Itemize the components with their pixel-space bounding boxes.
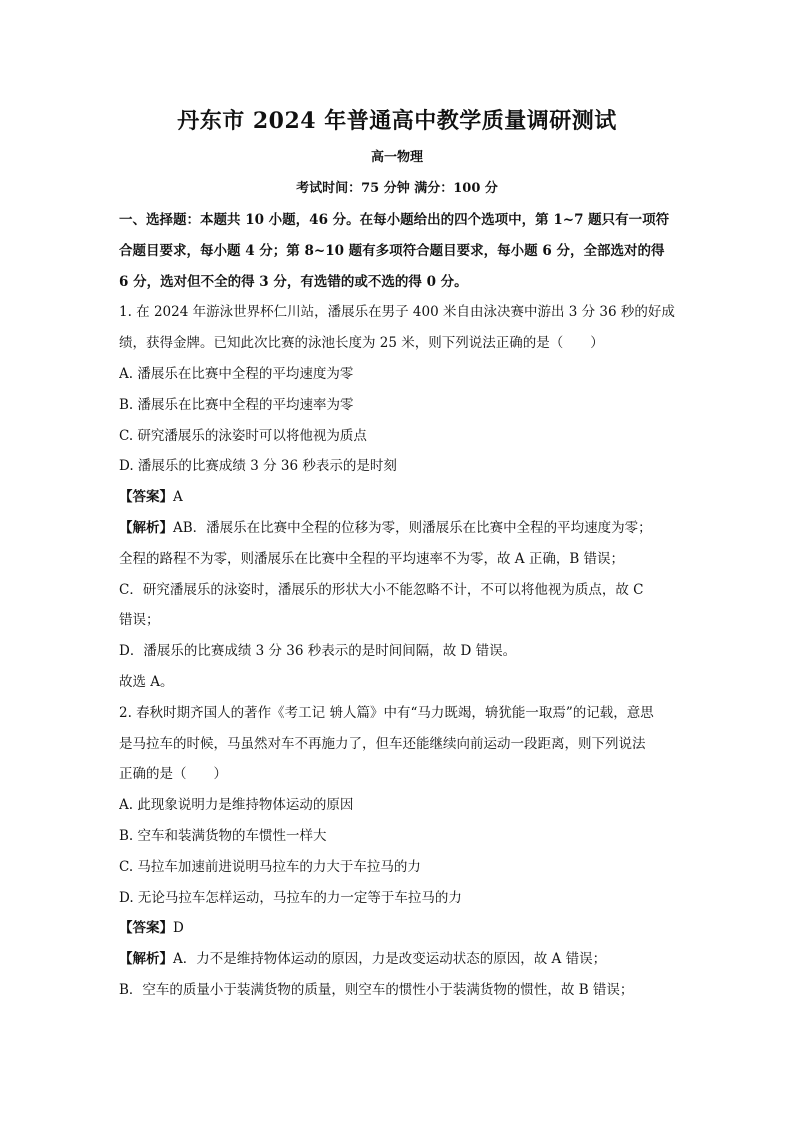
analysis-line: B．空车的质量小于装满货物的质量，则空车的惯性小于装满货物的惯性，故 B 错误； <box>119 981 634 998</box>
analysis-tag: 【解析】 <box>119 951 173 968</box>
answer-value: A <box>173 489 183 506</box>
conclusion-line: 故选 A。 <box>119 673 174 690</box>
option-b: B. 潘展乐在比赛中全程的平均速率为零 <box>119 396 354 413</box>
answer-line <box>119 482 679 513</box>
question-stem-line: 是马拉车的时候，马虽然对车不再施力了，但车还能继续向前运动一段距离，则下列说法 <box>119 735 646 752</box>
analysis-tag: 【解析】 <box>119 519 173 536</box>
instruction-line: 一、选择题：本题共 10 小题，46 分。在每小题给出的四个选项中，第 1~7 题只有一项符 <box>119 212 670 228</box>
question-2 <box>119 698 679 1006</box>
analysis-line: C．研究潘展乐的泳姿时，潘展乐的形状大小不能忽略不计，不可以将他视为质点，故 C <box>119 581 644 598</box>
answer-tag: 【答案】 <box>119 489 173 506</box>
document-title: 丹东市 2024 年普通高中教学质量调研测试 <box>177 108 617 134</box>
section-instructions <box>119 205 679 297</box>
option-d: D. 潘展乐的比赛成绩 3 分 36 秒表示的是时刻 <box>119 458 397 475</box>
option-c: C. 研究潘展乐的泳姿时可以将他视为质点 <box>119 427 367 444</box>
analysis-line <box>119 944 679 975</box>
question-stem-line: 1. 在 2024 年游泳世界杯仁川站，潘展乐在男子 400 米自由泳决赛中游出 3 分 36 秒的好成 <box>119 304 675 321</box>
answer-tag: 【答案】 <box>119 920 173 937</box>
question-stem-line: 绩，获得金牌。已知此次比赛的泳池长度为 25 米，则下列说法正确的是（ ） <box>119 335 604 352</box>
question-stem-line: 正确的是（ ） <box>119 766 227 783</box>
option-c: C. 马拉车加速前进说明马拉车的力大于车拉马的力 <box>119 858 421 875</box>
analysis-line: 全程的路程不为零，则潘展乐在比赛中全程的平均速率不为零，故 A 正确，B 错误； <box>119 550 625 567</box>
option-b: B. 空车和装满货物的车惯性一样大 <box>119 827 327 844</box>
exam-info: 考试时间：75 分钟 满分：100 分 <box>296 181 498 196</box>
option-a: A. 潘展乐在比赛中全程的平均速度为零 <box>119 365 354 382</box>
question-1 <box>119 297 679 697</box>
answer-line <box>119 913 679 944</box>
document-body <box>119 205 679 1006</box>
analysis-text: A．力不是维持物体运动的原因，力是改变运动状态的原因，故 A 错误； <box>173 951 607 968</box>
analysis-line <box>119 513 679 544</box>
option-a: A. 此现象说明力是维持物体运动的原因 <box>119 797 354 814</box>
option-d: D. 无论马拉车怎样运动，马拉车的力一定等于车拉马的力 <box>119 889 462 906</box>
analysis-text: AB．潘展乐在比赛中全程的位移为零，则潘展乐在比赛中全程的平均速度为零； <box>173 519 652 536</box>
question-stem-line: 2. 春秋时期齐国人的著作《考工记 辀人篇》中有“马力既竭，辀犹能一取焉”的记载，意思 <box>119 704 654 721</box>
answer-value: D <box>173 920 184 937</box>
instruction-line: 6 分，选对但不全的得 3 分，有选错的或不选的得 0 分。 <box>119 273 468 290</box>
subject-label: 高一物理 <box>370 150 423 165</box>
analysis-line: 错误； <box>119 612 160 629</box>
analysis-line: D．潘展乐的比赛成绩 3 分 36 秒表示的是时间间隔，故 D 错误。 <box>119 643 517 660</box>
instruction-line: 合题目要求，每小题 4 分；第 8~10 题有多项符合题目要求，每小题 6 分，全部选对的得 <box>119 242 665 259</box>
